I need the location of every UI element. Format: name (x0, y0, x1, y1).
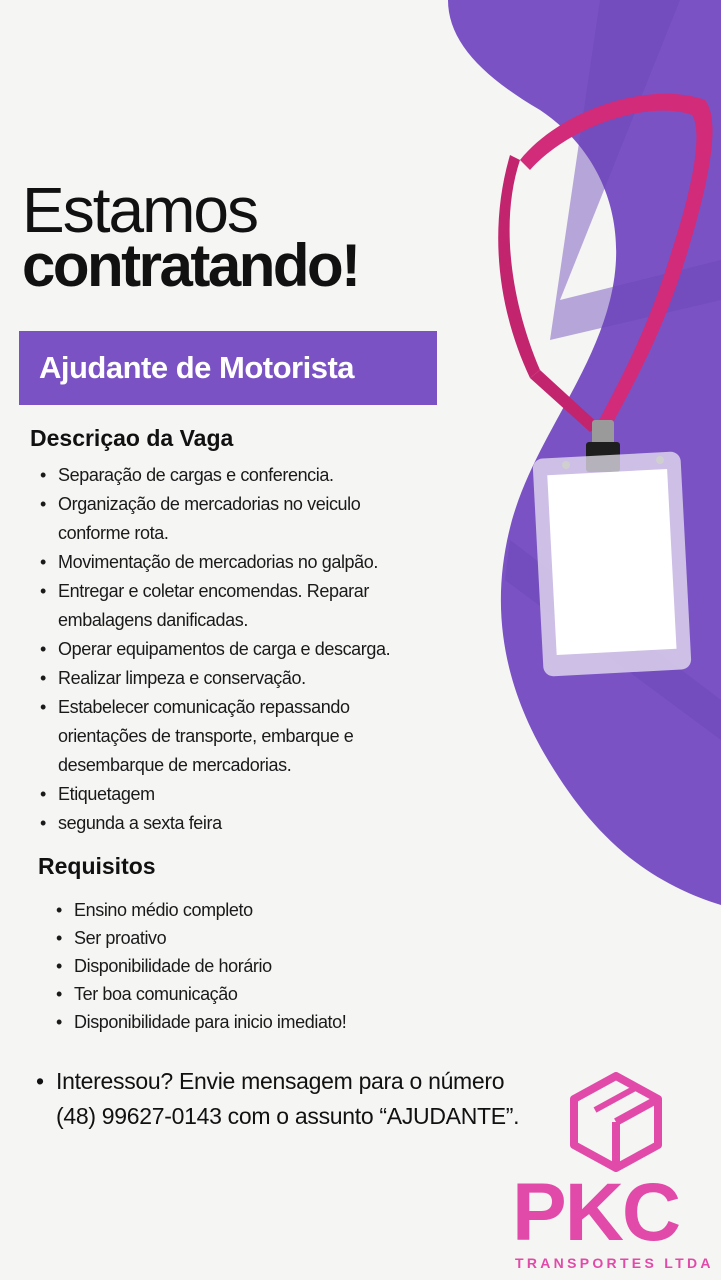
list-item: • Ensino médio completo (48, 896, 468, 924)
list-item: • Estabelecer comunicação repassando orientações de transporte, embarque e desembarque de mercadorias. (32, 693, 418, 780)
list-item: • Organização de mercadorias no veiculo conforme rota. (32, 490, 418, 548)
list-item: • Entregar e coletar encomendas. Reparar embalagens danificadas. (32, 577, 428, 635)
list-item: • Disponibilidade de horário (48, 952, 468, 980)
requirements-list (48, 896, 468, 1036)
list-item: • Disponibilidade para inicio imediato! (48, 1008, 468, 1036)
logo-subtitle: TRANSPORTES LTDA (515, 1255, 714, 1271)
list-item: • Realizar limpeza e conservação. (32, 664, 462, 693)
list-item: • segunda a sexta feira (32, 809, 462, 838)
list-item: • Movimentação de mercadorias no galpão. (32, 548, 462, 577)
list-item: • Operar equipamentos de carga e descarga. (32, 635, 462, 664)
list-item: • Ser proativo (48, 924, 468, 952)
list-item: • Etiquetagem (32, 780, 462, 809)
contact-info (34, 1064, 534, 1134)
headline-line-2: contratando! (22, 232, 359, 299)
hexagon-box-logo-icon (568, 1072, 664, 1172)
logo-wordmark: PKC (512, 1167, 680, 1258)
headline-line-1: Estamos (22, 174, 257, 246)
description-title: Descriçao da Vaga (30, 425, 234, 451)
requirements-title: Requisitos (38, 853, 156, 879)
list-item: • Separação de cargas e conferencia. (32, 461, 462, 490)
job-title-banner: Ajudante de Motorista (19, 331, 437, 405)
headline (22, 174, 359, 299)
list-item: • Ter boa comunicação (48, 980, 468, 1008)
contact-text: • Interessou? Envie mensagem para o número (48) 99627-0143 com o assunto “AJUDANTE”. (34, 1064, 534, 1134)
description-list (32, 461, 462, 838)
lanyard-badge-icon (480, 60, 721, 700)
